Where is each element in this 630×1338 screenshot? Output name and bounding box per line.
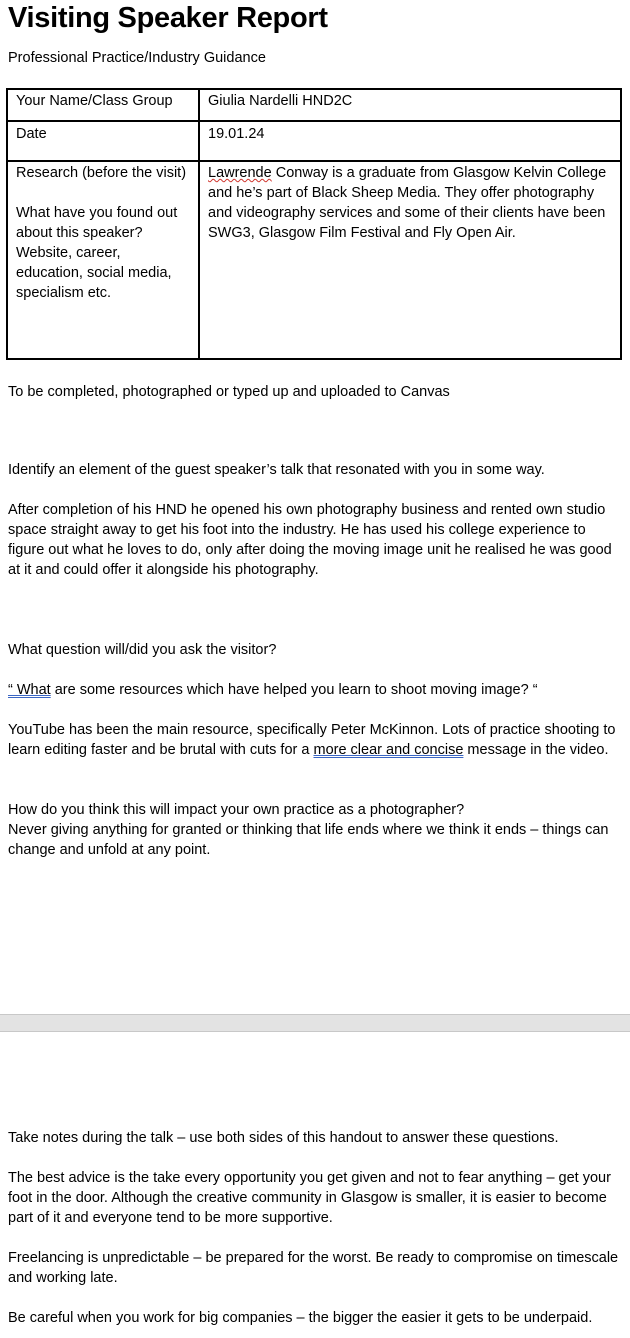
page-title: Visiting Speaker Report bbox=[8, 2, 328, 34]
q2-answer-part1: YouTube has been the main resource, specifically Peter McKinnon. Lots of practice shooting to learn editing faster and be brutal with cuts for a bbox=[8, 722, 616, 758]
spelling-error-name: Lawrende bbox=[208, 165, 272, 181]
research-value[interactable] bbox=[199, 161, 621, 359]
q2-answer[interactable] bbox=[8, 720, 624, 760]
page-subtitle: Professional Practice/Industry Guidance bbox=[8, 50, 266, 66]
grammar-flag-phrase: more clear and concise bbox=[313, 742, 464, 758]
date-label: Date bbox=[7, 121, 199, 161]
q3-question: How do you think this will impact your own practice as a photographer? bbox=[8, 802, 465, 818]
notes-instruction: Take notes during the talk – use both sides of this handout to answer these questions. bbox=[8, 1130, 559, 1146]
table-row-name bbox=[7, 89, 621, 121]
q1-question: Identify an element of the guest speaker’s talk that resonated with you in some way. bbox=[8, 462, 545, 478]
instructions-text: To be completed, photographed or typed up and uploaded to Canvas bbox=[8, 384, 450, 400]
research-label: Research (before the visit) bbox=[16, 165, 187, 181]
q2-question: What question will/did you ask the visitor? bbox=[8, 642, 277, 658]
date-value[interactable]: 19.01.24 bbox=[199, 121, 621, 161]
table-row-research bbox=[7, 161, 621, 359]
note-best-advice[interactable]: The best advice is the take every opportunity you get given and not to fear anything – get your foot in the door. Although the creative community in Glasgow is smaller, it is easier to become part of it and everyone tend to be more supportive. bbox=[8, 1170, 611, 1226]
name-label: Your Name/Class Group bbox=[7, 89, 199, 121]
research-value-text: Conway is a graduate from Glasgow Kelvin College and he’s part of Black Sheep Media. They offer photography and videography services and some of their clients have been SWG3, Glasgow Film Festival and Fly Open Air. bbox=[208, 165, 607, 241]
table-row-date bbox=[7, 121, 621, 161]
document-page-2 bbox=[0, 1032, 630, 1338]
page-break bbox=[0, 1014, 630, 1032]
q2-answer-part2: message in the video. bbox=[463, 742, 609, 758]
grammar-flag-what: “ What bbox=[8, 682, 51, 698]
q3-answer[interactable]: Never giving anything for granted or thinking that life ends where we think it ends – things can change and unfold at any point. bbox=[8, 822, 609, 858]
research-label-cell bbox=[7, 161, 199, 359]
q1-answer[interactable]: After completion of his HND he opened his own photography business and rented own studio space straight away to get his foot into the industry. He has used his college experience to figure out what he loves to do, only after doing the moving image unit he realised he was good at it and could offer it alongside his photography. bbox=[8, 502, 612, 578]
speaker-info-table bbox=[6, 88, 622, 360]
research-question: What have you found out about this speaker? Website, career, education, social media, specialism etc. bbox=[16, 205, 178, 301]
name-value[interactable]: Giulia Nardelli HND2C bbox=[199, 89, 621, 121]
note-big-companies[interactable]: Be careful when you work for big companies – the bigger the easier it gets to be underpaid. bbox=[8, 1310, 593, 1326]
q2-asked-question[interactable] bbox=[8, 680, 624, 700]
asked-question-text: are some resources which have helped you learn to shoot moving image? “ bbox=[50, 682, 538, 698]
note-freelancing[interactable]: Freelancing is unpredictable – be prepared for the worst. Be ready to compromise on timescale and working late. bbox=[8, 1250, 619, 1286]
